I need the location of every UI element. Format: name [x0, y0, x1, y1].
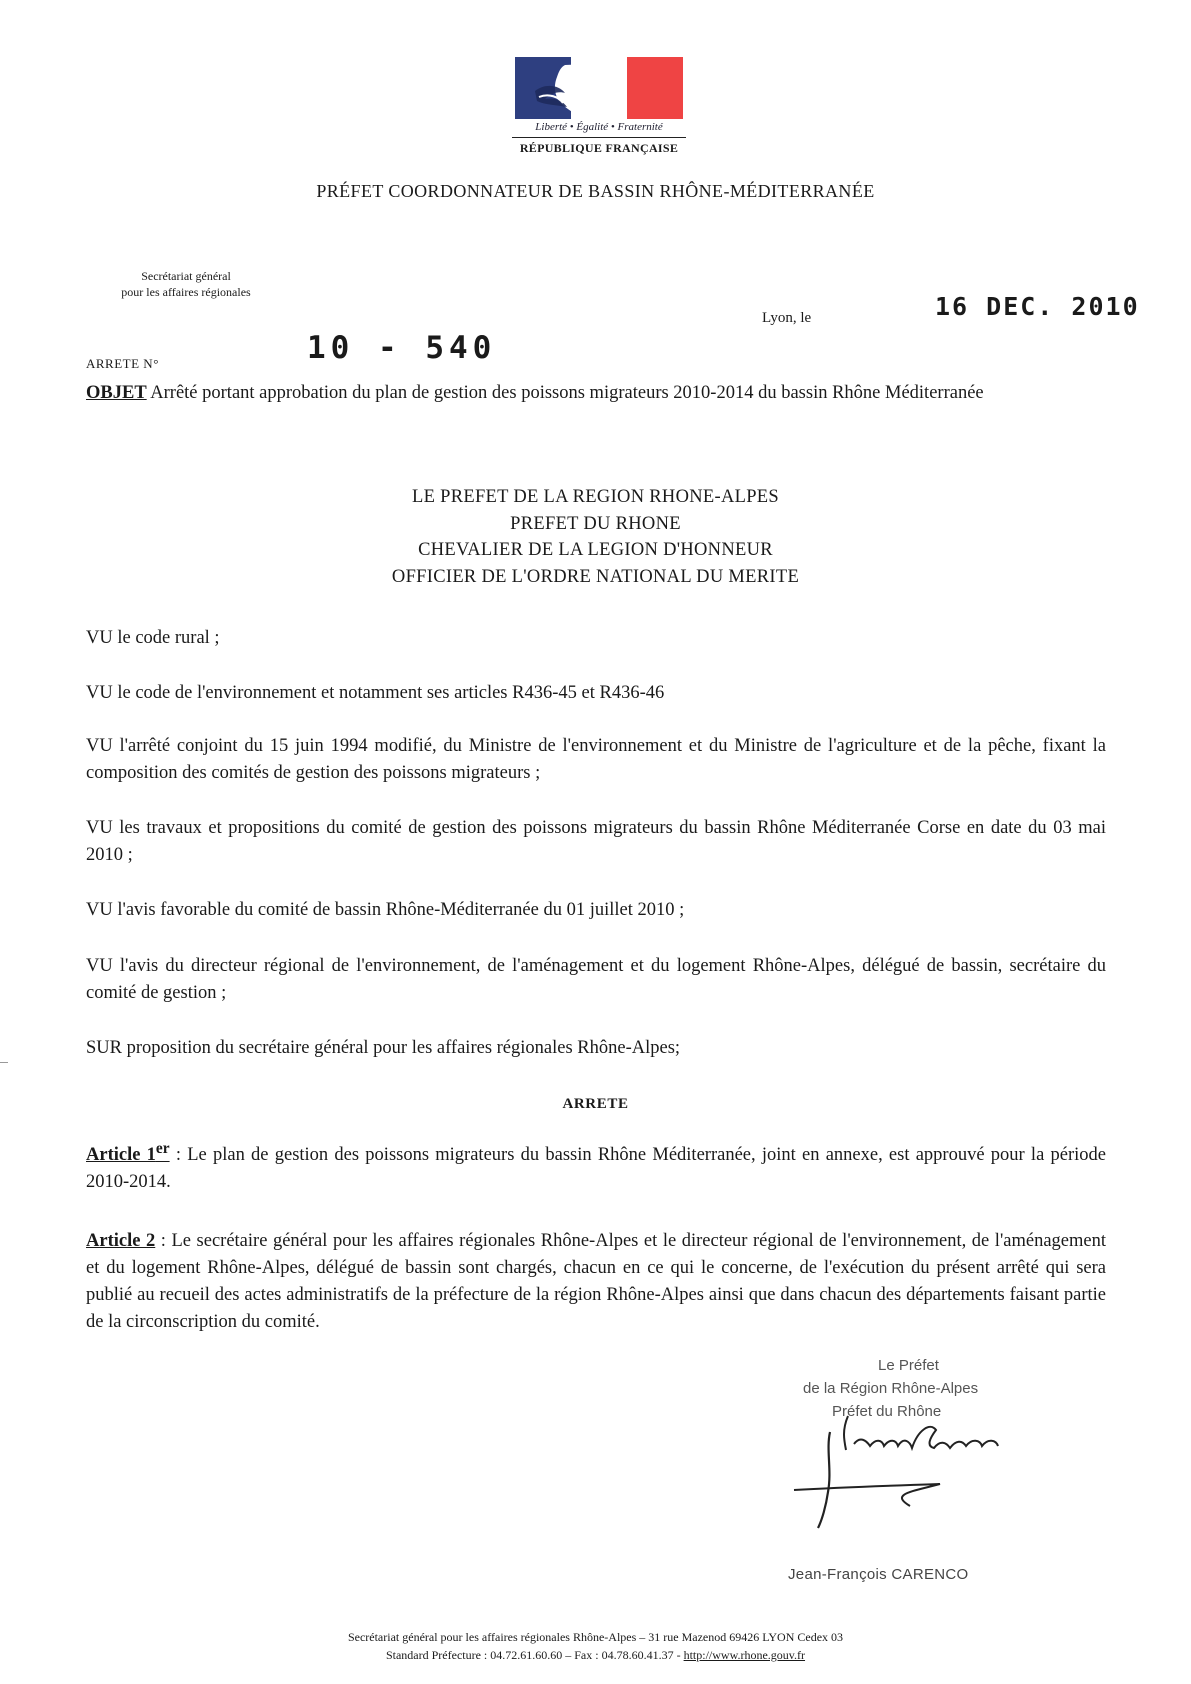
arrete-heading: ARRETE [562, 1096, 629, 1112]
objet-text: Arrêté portant approbation du plan de gestion des poissons migrateurs 2010-2014 du bassin Rhône Méditerranée [146, 383, 984, 403]
footer-contact [0, 1646, 1191, 1664]
signature-title-line: Préfet du Rhône [832, 1403, 942, 1420]
footer-address: Secrétariat général pour les affaires régionales Rhône-Alpes – 31 rue Mazenod 69426 LYON Cedex 03 [347, 1630, 844, 1644]
signature-title-line: de la Région Rhône-Alpes [803, 1380, 979, 1397]
article-2 [86, 1228, 1106, 1336]
republic-motto: Liberté • Égalité • Fraternité [535, 121, 663, 133]
consideration-item: VU le code rural ; [86, 628, 220, 648]
consideration-item: VU l'avis du directeur régional de l'environnement, de l'aménagement et du logement Rhône-Alpes, délégué de bassin, secrétaire du comité de gestion ; [86, 956, 1106, 1003]
prefet-coordonnateur-heading: PRÉFET COORDONNATEUR DE BASSIN RHÔNE-MÉDITERRANÉE [316, 181, 875, 201]
consideration-item: SUR proposition du secrétaire général pour les affaires régionales Rhône-Alpes; [86, 1038, 681, 1058]
signature-title-line: Le Préfet [878, 1357, 939, 1374]
republic-name: RÉPUBLIQUE FRANÇAISE [519, 141, 679, 155]
sender-service [80, 268, 292, 300]
footer-website-link[interactable]: http://www.rhone.gouv.fr [683, 1648, 806, 1662]
handwritten-signature [790, 1410, 1040, 1536]
arrete-number-stamp: 10 - 540 [307, 330, 497, 366]
footer-phone-fax: Standard Préfecture : 04.72.61.60.60 – Fax : 04.78.60.41.37 - [385, 1648, 684, 1662]
article-1 [86, 1135, 1106, 1196]
title-line: OFFICIER DE L'ORDRE NATIONAL DU MERITE [391, 566, 800, 587]
title-line: CHEVALIER DE LA LEGION D'HONNEUR [418, 540, 773, 560]
title-line: LE PREFET DE LA REGION RHONE-ALPES [411, 487, 779, 507]
objet-label: OBJET [86, 383, 147, 403]
consideration-item: VU l'avis favorable du comité de bassin Rhône-Méditerranée du 01 juillet 2010 ; [86, 900, 685, 920]
article-text: : Le secrétaire général pour les affaires régionales Rhône-Alpes et le directeur régional de l'environnement, de l'aménagement et du logement Rhône-Alpes, délégué de bassin sont chargés, chacun en ce qui le concerne, de l'exécution du présent arrêté qui sera publié au recueil des actes administratifs de la préfecture de la région Rhône-Alpes ainsi que dans chacun des départements faisant partie de la circonscription du comité. [86, 1231, 1107, 1332]
article-label: Article 2 [86, 1231, 156, 1251]
logo-divider [512, 137, 686, 138]
objet-paragraph [86, 380, 1106, 407]
consideration-item: VU le code de l'environnement et notamment ses articles R436-45 et R436-46 [86, 683, 665, 703]
consideration-item: VU l'arrêté conjoint du 15 juin 1994 modifié, du Ministre de l'environnement et du Ministre de l'agriculture et de la pêche, fixant la composition des comités de gestion des poissons migrateurs ; [86, 736, 1106, 783]
arrete-number-label: ARRETE N° [86, 356, 159, 371]
prefet-titles [0, 484, 1191, 590]
title-line: PREFET DU RHONE [510, 513, 681, 534]
place-label: Lyon, le [762, 310, 812, 326]
signer-name: Jean-François CARENCO [788, 1566, 969, 1583]
marianne-flag-icon [515, 57, 683, 119]
sender-line-2: pour les affaires régionales [121, 285, 251, 299]
date-stamp: 16 DEC. 2010 [935, 292, 1140, 321]
article-text: : Le plan de gestion des poissons migrateurs du bassin Rhône Méditerranée, joint en annexe, est approuvé pour la période 2010-2014. [86, 1145, 1106, 1193]
article-label: Article 1er [86, 1140, 170, 1166]
scan-margin-mark [0, 1062, 8, 1063]
sender-line-1: Secrétariat général [141, 269, 231, 283]
footer [0, 1628, 1191, 1664]
consideration-item: VU les travaux et propositions du comité de gestion des poissons migrateurs du bassin Rhône Méditerranée Corse en date du 03 mai 2010 ; [86, 818, 1106, 865]
